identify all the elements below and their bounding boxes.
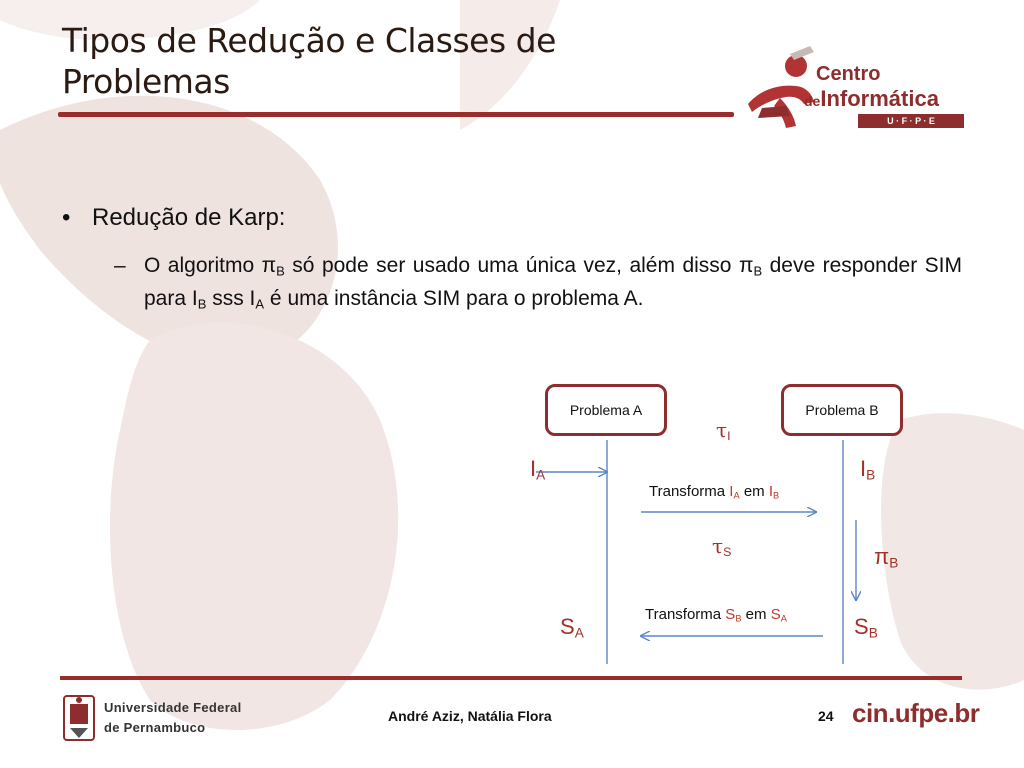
label-main: I bbox=[860, 456, 867, 481]
logo-line-2-prefix: de bbox=[804, 93, 821, 109]
note-text: em bbox=[739, 483, 769, 500]
tau-subscript: S bbox=[723, 545, 732, 560]
note-text: em bbox=[741, 606, 771, 623]
sub-text-subscript: B bbox=[197, 296, 207, 312]
ufpe-name-line-1: Universidade Federal bbox=[104, 700, 242, 715]
label-subscript: A bbox=[536, 467, 546, 483]
pi-b-label bbox=[874, 544, 898, 570]
sub-text-subscript: B bbox=[276, 263, 285, 279]
footer-rule bbox=[60, 676, 962, 680]
ufpe-logo bbox=[60, 690, 260, 746]
logo-line-2-main: Informática bbox=[820, 86, 939, 111]
sub-text-part: é uma instância SIM para o problema A. bbox=[264, 287, 644, 310]
label-subscript: A bbox=[574, 625, 584, 641]
sub-text-part: só pode ser usado uma única vez, além disso π bbox=[284, 254, 754, 277]
tau-s-label bbox=[712, 534, 731, 558]
problem-a-box: Problema A bbox=[545, 384, 667, 436]
sub-text-part: O algoritmo π bbox=[144, 254, 277, 277]
label-subscript: B bbox=[889, 555, 899, 571]
input-b-label bbox=[860, 456, 875, 482]
sub-bullet-dash: – bbox=[114, 254, 126, 277]
input-a-label bbox=[530, 456, 545, 482]
title-line-1: Tipos de Redução e Classes de bbox=[62, 21, 556, 60]
ufpe-name-line-2: de Pernambuco bbox=[104, 720, 206, 735]
title-line-2: Problemas bbox=[62, 62, 230, 101]
logo-line-3: U · F · P · E bbox=[858, 114, 964, 128]
label-subscript: B bbox=[866, 467, 876, 483]
sub-text-part: deve responder SIM para I bbox=[144, 254, 962, 310]
sub-text-part: sss I bbox=[206, 287, 256, 310]
label-main: I bbox=[530, 456, 537, 481]
label-main: S bbox=[854, 614, 869, 639]
ufpe-name bbox=[104, 698, 242, 738]
label-subscript: B bbox=[868, 625, 878, 641]
label-main: π bbox=[874, 544, 890, 569]
tau-i-label bbox=[716, 418, 731, 442]
problem-b-box: Problema B bbox=[781, 384, 903, 436]
note-symbol: I bbox=[768, 483, 774, 500]
ufpe-crest-icon bbox=[60, 690, 100, 746]
note-text: Transforma bbox=[645, 606, 726, 623]
tau-subscript: I bbox=[727, 429, 731, 444]
note-symbol: S bbox=[725, 606, 736, 623]
note-subscript: B bbox=[773, 490, 780, 501]
sub-text-subscript: A bbox=[255, 296, 265, 312]
solution-a-label bbox=[560, 614, 584, 640]
tau-symbol: τ bbox=[712, 534, 724, 558]
transform-input-note bbox=[649, 483, 779, 500]
sub-text-subscript: B bbox=[753, 263, 763, 279]
note-subscript: A bbox=[780, 613, 787, 624]
page-number: 24 bbox=[818, 708, 834, 724]
tau-symbol: τ bbox=[716, 418, 728, 442]
transform-solution-note bbox=[645, 606, 787, 623]
note-symbol: S bbox=[770, 606, 781, 623]
note-subscript: A bbox=[733, 490, 740, 501]
note-subscript: B bbox=[735, 613, 742, 624]
footer-authors: André Aziz, Natália Flora bbox=[388, 708, 552, 724]
cin-site-logo: cin.ufpe.br bbox=[852, 698, 980, 728]
solution-b-label bbox=[854, 614, 878, 640]
bullet-dot: • bbox=[62, 204, 71, 231]
note-text: Transforma bbox=[649, 483, 730, 500]
note-symbol: I bbox=[729, 483, 734, 500]
logo-line-1: Centro bbox=[816, 63, 881, 85]
bullet-text: Redução de Karp: bbox=[92, 204, 286, 231]
label-main: S bbox=[560, 614, 575, 639]
